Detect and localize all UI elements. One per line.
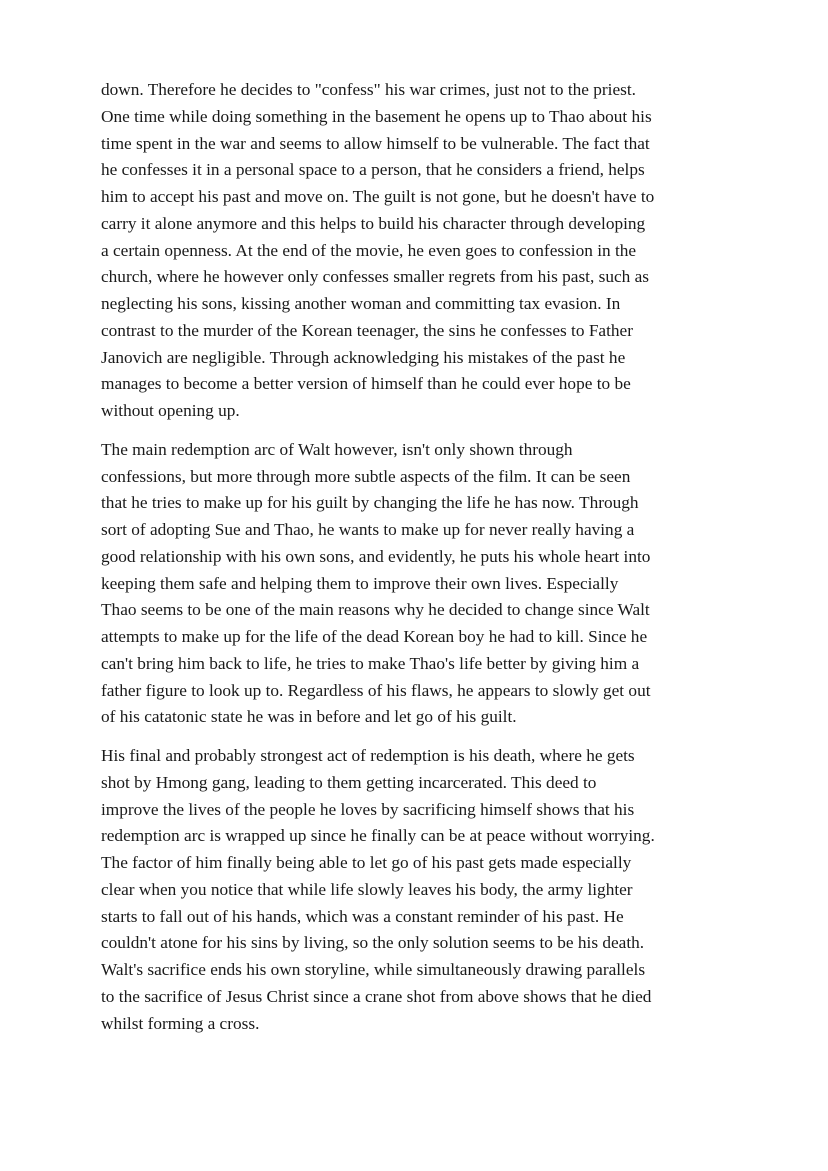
paragraph-2 xyxy=(101,437,731,731)
text-line: father figure to look up to. Regardless of his flaws, he appears to slowly get out xyxy=(101,680,651,700)
text-line: whilst forming a cross. xyxy=(101,1013,260,1033)
text-line: of his catatonic state he was in before and let go of his guilt. xyxy=(101,707,517,727)
text-line: His final and probably strongest act of redemption is his death, where he gets xyxy=(101,746,635,765)
text-line: The factor of him finally being able to let go of his past gets made especially xyxy=(101,853,632,872)
text-line: Thao seems to be one of the main reasons why he decided to change since Walt xyxy=(101,600,650,620)
text-line: keeping them safe and helping them to improve their own lives. Especially xyxy=(101,573,619,593)
text-line: shot by Hmong gang, leading to them getting incarcerated. This deed to xyxy=(101,772,597,792)
text-line: contrast to the murder of the Korean teenager, the sins he confesses to Father xyxy=(101,320,633,340)
text-line: confessions, but more through more subtle aspects of the film. It can be seen xyxy=(101,466,631,486)
text-line: improve the lives of the people he loves by sacrificing himself shows that his xyxy=(101,799,635,819)
text-line: Janovich are negligible. Through acknowledging his mistakes of the past he xyxy=(101,347,626,367)
text-line: manages to become a better version of himself than he could ever hope to be xyxy=(101,374,631,394)
text-line: Walt's sacrifice ends his own storyline, while simultaneously drawing parallels xyxy=(101,960,646,979)
text-line: church, where he however only confesses smaller regrets from his past, such as xyxy=(101,267,650,287)
text-line: he confesses it in a personal space to a person, that he considers a friend, helps xyxy=(101,160,645,180)
text-line: couldn't atone for his sins by living, so the only solution seems to be his death. xyxy=(101,933,645,953)
text-line: good relationship with his own sons, and evidently, he puts his whole heart into xyxy=(101,546,651,566)
paragraph-1 xyxy=(101,77,731,425)
paragraph-3 xyxy=(101,743,731,1037)
text-line: down. Therefore he decides to "confess" his war crimes, just not to the priest. xyxy=(101,80,636,99)
text-line: without opening up. xyxy=(101,401,240,420)
text-line: carry it alone anymore and this helps to build his character through developing xyxy=(101,213,646,233)
text-line: neglecting his sons, kissing another woman and committing tax evasion. In xyxy=(101,294,621,313)
text-line: to the sacrifice of Jesus Christ since a crane shot from above shows that he died xyxy=(101,986,652,1006)
document-body xyxy=(101,77,731,1049)
text-line: redemption arc is wrapped up since he finally can be at peace without worrying. xyxy=(101,826,655,846)
text-line: One time while doing something in the basement he opens up to Thao about his xyxy=(101,106,652,126)
text-line: a certain openness. At the end of the movie, he even goes to confession in the xyxy=(101,240,637,260)
text-line: sort of adopting Sue and Thao, he wants to make up for never really having a xyxy=(101,520,635,539)
text-line: The main redemption arc of Walt however, isn't only shown through xyxy=(101,439,573,459)
text-line: attempts to make up for the life of the dead Korean boy he had to kill. Since he xyxy=(101,627,648,646)
text-line: him to accept his past and move on. The guilt is not gone, but he doesn't have to xyxy=(101,187,655,206)
text-line: starts to fall out of his hands, which was a constant reminder of his past. He xyxy=(101,906,624,926)
text-line: time spent in the war and seems to allow himself to be vulnerable. The fact that xyxy=(101,133,650,153)
text-line: can't bring him back to life, he tries to make Thao's life better by giving him a xyxy=(101,653,640,673)
text-line: that he tries to make up for his guilt by changing the life he has now. Through xyxy=(101,493,639,513)
text-line: clear when you notice that while life slowly leaves his body, the army lighter xyxy=(101,879,633,899)
